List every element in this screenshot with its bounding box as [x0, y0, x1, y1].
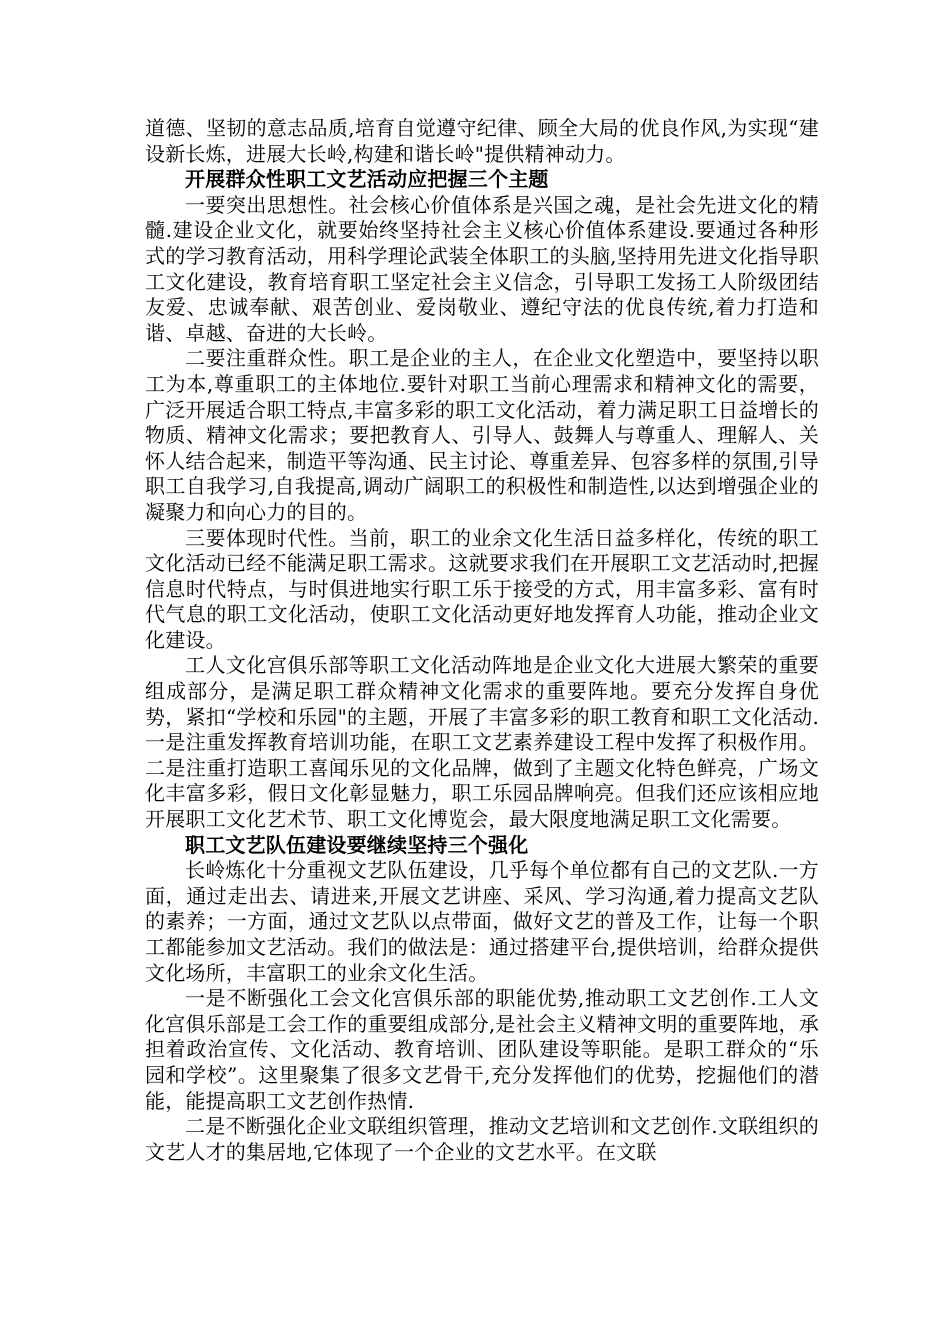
- paragraph: 工人文化宫俱乐部等职工文化活动阵地是企业文化大进展大繁荣的重要组成部分，是满足职工群众精神文化需求的重要阵地。要充分发挥自身优势，紧扣“学校和乐园"的主题，开展了丰富多彩的职工教育和职工文化活动.一是注重发挥教育培训功能，在职工文艺素养建设工程中发挥了积极作用。二是注重打造职工喜闻乐见的文化品牌，做到了主题文化特色鲜亮，广场文化丰富多彩，假日文化彰显魅力，职工乐园品牌响亮。但我们还应该相应地开展职工文化艺术节、职工文化博览会，最大限度地满足职工文化需要。: [145, 653, 819, 832]
- paragraph: 三要体现时代性。当前，职工的业余文化生活日益多样化，传统的职工文化活动已经不能满足职工需求。这就要求我们在开展职工文艺活动时,把握信息时代特点，与时俱进地实行职工乐于接受的方式，用丰富多彩、富有时代气息的职工文化活动，使职工文化活动更好地发挥育人功能，推动企业文化建设。: [145, 525, 819, 652]
- paragraph: 二要注重群众性。职工是企业的主人，在企业文化塑造中，要坚持以职工为本,尊重职工的主体地位.要针对职工当前心理需求和精神文化的需要，广泛开展适合职工特点,丰富多彩的职工文化活动，着力满足职工日益增长的物质、精神文化需求；要把教育人、引导人、鼓舞人与尊重人、理解人、关怀人结合起来，制造平等沟通、民主讨论、尊重差异、包容多样的氛围,引导职工自我学习,自我提高,调动广阔职工的积极性和制造性,以达到增强企业的凝聚力和向心力的目的。: [145, 346, 819, 524]
- paragraph: 长岭炼化十分重视文艺队伍建设，几乎每个单位都有自己的文艺队.一方面，通过走出去、请进来,开展文艺讲座、采风、学习沟通,着力提高文艺队的素养；一方面，通过文艺队以点带面，做好文艺的普及工作，让每一个职工都能参加文艺活动。我们的做法是：通过搭建平台,提供培训，给群众提供文化场所，丰富职工的业余文化生活。: [145, 858, 819, 985]
- section-heading: 开展群众性职工文艺活动应把握三个主题: [185, 167, 549, 192]
- paragraph: 一是不断强化工会文化宫俱乐部的职能优势,推动职工文艺创作.工人文化宫俱乐部是工会工作的重要组成部分,是社会主义精神文明的重要阵地，承担着政治宣传、文化活动、教育培训、团队建设等职能。是职工群众的“乐园和学校”。这里聚集了很多文艺骨干,充分发挥他们的优势，挖掘他们的潜能，能提高职工文艺创作热情.: [145, 986, 819, 1113]
- paragraph: 二是不断强化企业文联组织管理，推动文艺培训和文艺创作.文联组织的文艺人才的集居地,它体现了一个企业的文艺水平。在文联: [145, 1114, 819, 1164]
- section-heading: 职工文艺队伍建设要继续坚持三个强化: [185, 832, 529, 857]
- document-body: [145, 116, 819, 1165]
- paragraph: 道德、坚韧的意志品质,培育自觉遵守纪律、顾全大局的优良作风,为实现“建设新长炼，进展大长岭,构建和谐长岭"提供精神动力。: [145, 116, 819, 166]
- paragraph: 一要突出思想性。社会核心价值体系是兴国之魂，是社会先进文化的精髓.建设企业文化，就要始终坚持社会主义核心价值体系建设.要通过各种形式的学习教育活动，用科学理论武装全体职工的头脑,坚持用先进文化指导职工文化建设，教育培育职工坚定社会主义信念，引导职工发扬工人阶级团结友爱、忠诚奉献、艰苦创业、爱岗敬业、遵纪守法的优良传统,着力打造和谐、卓越、奋进的大长岭。: [145, 192, 819, 345]
